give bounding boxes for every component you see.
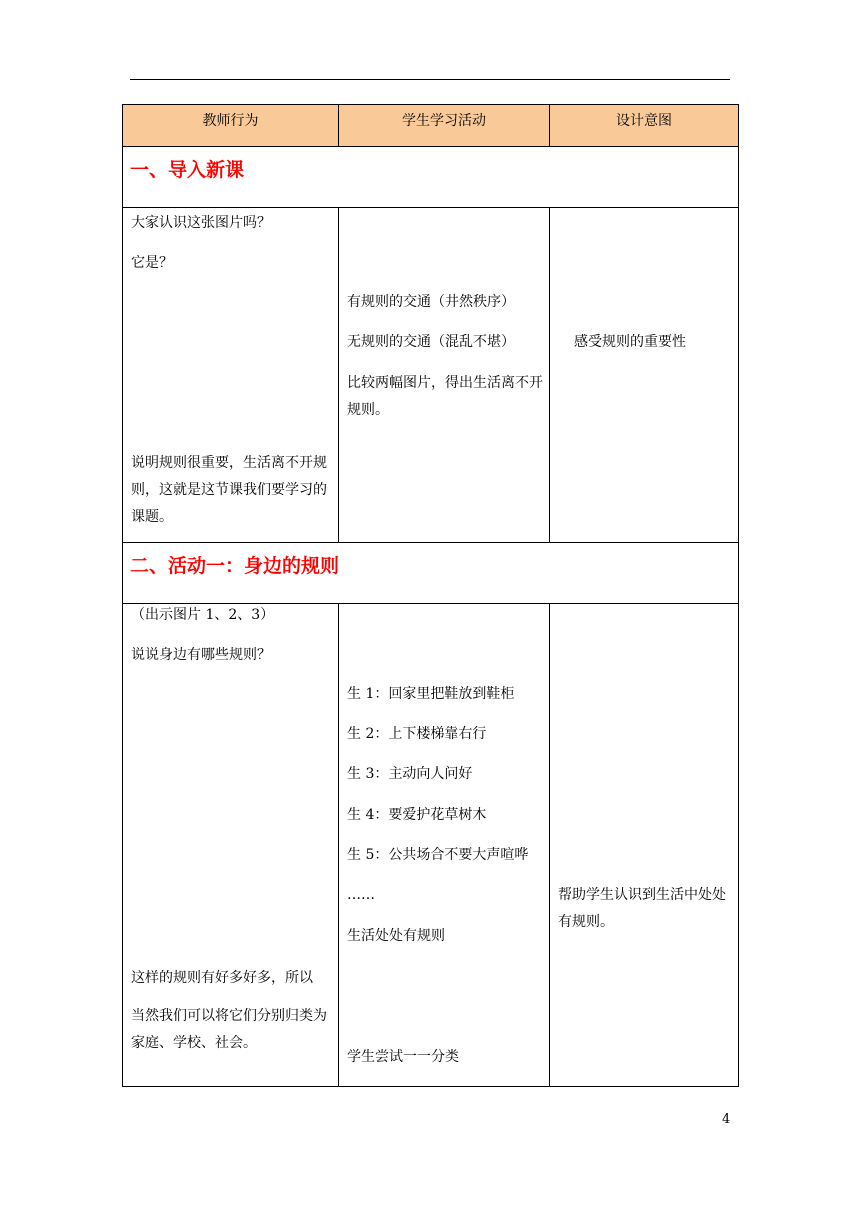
page-number: 4 bbox=[722, 1112, 731, 1127]
teacher-text: 大家认识这张图片吗？ bbox=[131, 215, 271, 231]
lesson-plan-table bbox=[122, 104, 739, 1087]
table-header-row bbox=[123, 105, 739, 147]
teacher-text: 当然我们可以将它们分别归类为家庭、学校、社会。 bbox=[131, 1008, 327, 1051]
design-cell-activity bbox=[550, 604, 739, 1087]
student-cell-activity bbox=[339, 604, 550, 1087]
student-text: 生 5：公共场合不要大声喧哗 bbox=[347, 847, 529, 863]
student-text: 生 3：主动向人问好 bbox=[347, 766, 473, 782]
teacher-text: 这样的规则有好多好多，所以 bbox=[131, 970, 313, 986]
student-text: 生 2：上下楼梯靠右行 bbox=[347, 726, 487, 742]
section-title-intro: 一、导入新课 bbox=[130, 159, 245, 181]
header-student bbox=[339, 105, 550, 147]
header-design bbox=[550, 105, 739, 147]
header-design-label: 设计意图 bbox=[616, 113, 672, 129]
header-student-label: 学生学习活动 bbox=[402, 113, 486, 129]
teacher-text: 说明规则很重要，生活离不开规则，这就是这节课我们要学习的课题。 bbox=[131, 455, 327, 525]
teacher-cell-intro bbox=[123, 208, 339, 543]
student-text: 无规则的交通（混乱不堪） bbox=[347, 334, 515, 350]
student-text: 生活处处有规则 bbox=[347, 928, 445, 944]
student-text: 生 4：要爱护花草树木 bbox=[347, 807, 487, 823]
student-text: 学生尝试一一分类 bbox=[347, 1049, 459, 1065]
design-cell-intro bbox=[550, 208, 739, 543]
teacher-text: 说说身边有哪些规则？ bbox=[131, 647, 271, 663]
header-teacher-label: 教师行为 bbox=[202, 113, 259, 129]
section-title-activity: 二、活动一：身边的规则 bbox=[130, 555, 340, 577]
student-text: 有规则的交通（井然秩序） bbox=[347, 294, 515, 310]
student-text: 生 1：回家里把鞋放到鞋柜 bbox=[347, 686, 515, 702]
section-title-cell bbox=[123, 543, 739, 604]
design-text: 感受规则的重要性 bbox=[574, 334, 686, 350]
section-row-intro bbox=[123, 147, 739, 208]
content-row-activity bbox=[123, 604, 739, 1087]
student-cell-intro bbox=[339, 208, 550, 543]
section-row-activity bbox=[123, 543, 739, 604]
teacher-text: （出示图片 1、2、3） bbox=[131, 607, 275, 623]
header-teacher bbox=[123, 105, 339, 147]
section-title-cell bbox=[123, 147, 739, 208]
design-text: 帮助学生认识到生活中处处有规则。 bbox=[558, 887, 726, 930]
content-row-intro bbox=[123, 208, 739, 543]
header-rule bbox=[130, 79, 730, 80]
teacher-text: 它是？ bbox=[131, 255, 173, 271]
student-text: 比较两幅图片，得出生活离不开规则。 bbox=[347, 375, 543, 418]
teacher-cell-activity bbox=[123, 604, 339, 1087]
student-text: …… bbox=[347, 887, 375, 903]
